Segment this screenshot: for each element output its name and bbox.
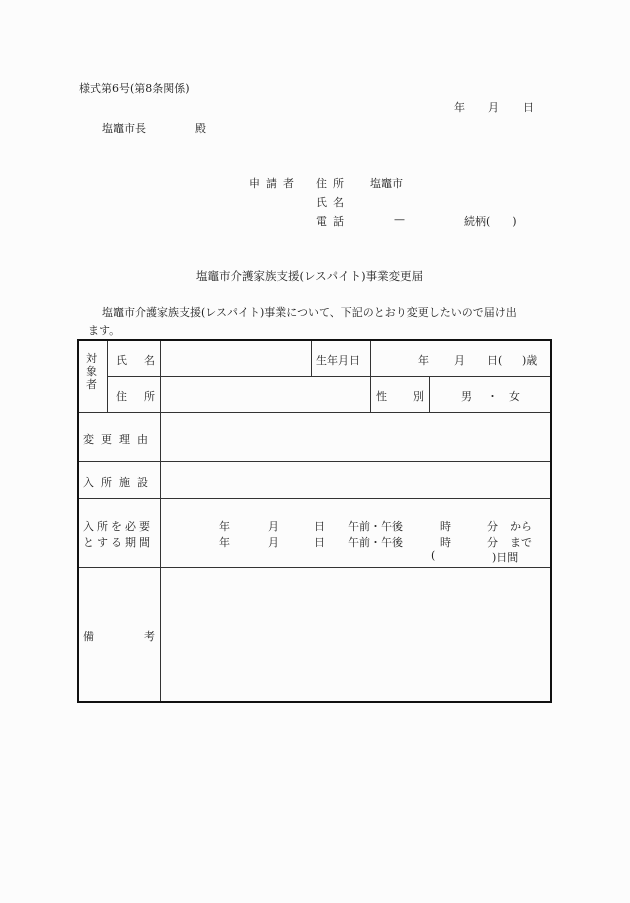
subject-label: 対象者 [86, 352, 97, 391]
end-ampm[interactable]: 午前・午後 [348, 536, 403, 549]
age-label: )歳 [522, 354, 538, 367]
period-label-1: 入所を必要 [83, 520, 153, 533]
form-number: 様式第6号(第8条関係) [79, 82, 190, 95]
end-suffix: まで [510, 536, 532, 549]
applicant-name-label: 氏名 [316, 196, 350, 209]
period-days-close: )日間 [492, 551, 519, 564]
end-month: 月 [268, 536, 279, 549]
applicant-label: 申請者 [249, 177, 300, 190]
start-year: 年 [219, 520, 230, 533]
phone-separator: — [394, 213, 405, 226]
name-label-a: 氏 [116, 354, 127, 367]
birth-year: 年 [418, 354, 429, 367]
change-reason-field[interactable] [162, 414, 549, 460]
end-minute: 分 [487, 536, 498, 549]
birthdate-label: 生年月日 [316, 354, 360, 367]
start-minute: 分 [487, 520, 498, 533]
end-year: 年 [219, 536, 230, 549]
period-days-open: ( [431, 549, 436, 562]
remarks-label-a: 備 [83, 630, 94, 643]
end-hour: 時 [440, 536, 451, 549]
sex-separator: ・ [487, 390, 498, 403]
sex-option-male[interactable]: 男 [461, 390, 472, 403]
intro-line-2: ます。 [88, 324, 121, 337]
end-day: 日 [314, 536, 325, 549]
facility-label: 入所施設 [83, 476, 155, 489]
start-suffix: から [510, 520, 532, 533]
document-title: 塩竈市介護家族支援(レスパイト)事業変更届 [196, 269, 424, 283]
subject-address-field[interactable] [162, 378, 369, 411]
sex-label-b: 別 [413, 390, 424, 403]
start-ampm[interactable]: 午前・午後 [348, 520, 403, 533]
date-month-label: 月 [488, 101, 499, 114]
honorific: 殿 [195, 122, 206, 135]
applicant-address-value[interactable]: 塩竈市 [370, 177, 403, 190]
address-label-a: 住 [116, 390, 127, 403]
relation-label: 続柄( ) [464, 215, 517, 228]
start-month: 月 [268, 520, 279, 533]
change-reason-label: 変更理由 [83, 433, 155, 446]
birth-day: 日( [487, 354, 503, 367]
subject-name-field[interactable] [162, 342, 310, 375]
applicant-phone-label: 電話 [316, 215, 350, 228]
applicant-address-label: 住所 [316, 177, 350, 190]
sex-option-female[interactable]: 女 [509, 390, 520, 403]
start-day: 日 [314, 520, 325, 533]
birth-month: 月 [454, 354, 465, 367]
address-label-b: 所 [144, 390, 155, 403]
start-hour: 時 [440, 520, 451, 533]
addressee: 塩竈市長 [102, 122, 146, 135]
date-day-label: 日 [523, 101, 534, 114]
date-year-label: 年 [454, 101, 465, 114]
intro-line-1: 塩竈市介護家族支援(レスパイト)事業について、下記のとおり変更したいので届け出 [102, 306, 517, 319]
facility-field[interactable] [162, 463, 549, 497]
remarks-field[interactable] [162, 569, 549, 700]
sex-label-a: 性 [376, 390, 387, 403]
name-label-b: 名 [144, 354, 155, 367]
remarks-label-b: 考 [144, 630, 155, 643]
period-label-2: とする期間 [83, 536, 153, 549]
